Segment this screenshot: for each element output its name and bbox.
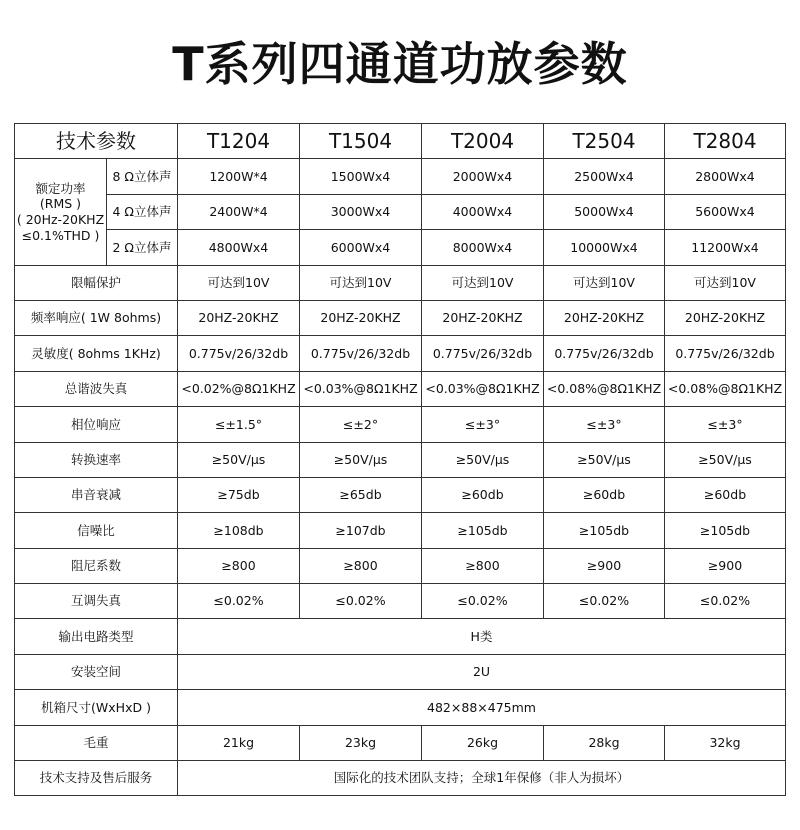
table-cell: 2000Wx4 xyxy=(422,159,544,194)
table-row xyxy=(15,336,786,371)
table-cell: 32kg xyxy=(665,725,786,760)
table-cell: <0.08%@8Ω1KHZ xyxy=(665,371,786,406)
table-cell: 0.775v/26/32db xyxy=(665,336,786,371)
table-cell: 20HZ-20KHZ xyxy=(544,300,665,335)
table-cell: ≤±3° xyxy=(422,407,544,442)
table-cell: 21kg xyxy=(178,725,300,760)
table-row xyxy=(15,584,786,619)
table-cell: ≥105db xyxy=(422,513,544,548)
table-row xyxy=(15,477,786,512)
row-label: 频率响应( 1W 8ohms) xyxy=(15,300,178,335)
table-cell: 可达到10V xyxy=(544,265,665,300)
table-cell: 8000Wx4 xyxy=(422,230,544,265)
table-cell: ≥60db xyxy=(665,477,786,512)
table-cell: 可达到10V xyxy=(300,265,422,300)
rated-power-label-line: ( 20Hz-20KHZ xyxy=(16,211,105,227)
table-cell: ≥900 xyxy=(665,548,786,583)
merged-cell: H类 xyxy=(178,619,786,654)
table-cell: 20HZ-20KHZ xyxy=(665,300,786,335)
support-cell: 国际化的技术团队支持；全球1年保修（非人为损坏） xyxy=(178,761,786,796)
table-cell: 0.775v/26/32db xyxy=(300,336,422,371)
table-cell: 可达到10V xyxy=(178,265,300,300)
table-cell: 4000Wx4 xyxy=(422,194,544,229)
merged-cell: 2U xyxy=(178,654,786,689)
rated-power-row xyxy=(15,194,786,229)
row-label: 串音衰减 xyxy=(15,477,178,512)
row-label: 总谐波失真 xyxy=(15,371,178,406)
table-cell: ≤0.02% xyxy=(422,584,544,619)
load-label: 4 Ω立体声 xyxy=(107,194,178,229)
header-corner-cell: 技术参数 xyxy=(15,124,178,159)
table-cell: ≥60db xyxy=(544,477,665,512)
model-header: T2504 xyxy=(544,124,665,159)
row-label: 阻尼系数 xyxy=(15,548,178,583)
table-cell: 0.775v/26/32db xyxy=(544,336,665,371)
model-header: T1504 xyxy=(300,124,422,159)
table-cell: ≤0.02% xyxy=(300,584,422,619)
table-cell: 2400W*4 xyxy=(178,194,300,229)
table-row xyxy=(15,513,786,548)
table-cell: ≥105db xyxy=(665,513,786,548)
rated-power-row xyxy=(15,159,786,194)
table-cell: ≥108db xyxy=(178,513,300,548)
load-label: 8 Ω立体声 xyxy=(107,159,178,194)
rated-power-label-line: ≤0.1%THD ) xyxy=(21,227,100,243)
model-header: T2804 xyxy=(665,124,786,159)
table-cell: 5000Wx4 xyxy=(544,194,665,229)
merged-row xyxy=(15,619,786,654)
model-header: T1204 xyxy=(178,124,300,159)
table-cell: ≤±1.5° xyxy=(178,407,300,442)
table-cell: ≥50V/μs xyxy=(300,442,422,477)
row-label: 信噪比 xyxy=(15,513,178,548)
table-cell: ≥107db xyxy=(300,513,422,548)
table-cell: ≥50V/μs xyxy=(665,442,786,477)
model-header: T2004 xyxy=(422,124,544,159)
table-cell: <0.03%@8Ω1KHZ xyxy=(422,371,544,406)
row-label: 毛重 xyxy=(15,725,178,760)
table-cell: 11200Wx4 xyxy=(665,230,786,265)
table-cell: ≥800 xyxy=(422,548,544,583)
row-label: 灵敏度( 8ohms 1KHz) xyxy=(15,336,178,371)
table-cell: 0.775v/26/32db xyxy=(178,336,300,371)
table-row xyxy=(15,407,786,442)
table-cell: 可达到10V xyxy=(422,265,544,300)
merged-row xyxy=(15,690,786,725)
table-cell: ≥900 xyxy=(544,548,665,583)
table-cell: ≤0.02% xyxy=(178,584,300,619)
rated-power-row xyxy=(15,230,786,265)
load-label: 2 Ω立体声 xyxy=(107,230,178,265)
table-cell: 3000Wx4 xyxy=(300,194,422,229)
row-label: 互调失真 xyxy=(15,584,178,619)
table-cell: 20HZ-20KHZ xyxy=(300,300,422,335)
table-row xyxy=(15,300,786,335)
header-row xyxy=(15,124,786,159)
table-row xyxy=(15,265,786,300)
table-cell: 20HZ-20KHZ xyxy=(422,300,544,335)
table-row xyxy=(15,442,786,477)
row-label: 转换速率 xyxy=(15,442,178,477)
table-cell: 2800Wx4 xyxy=(665,159,786,194)
table-cell: ≥50V/μs xyxy=(178,442,300,477)
table-cell: ≥60db xyxy=(422,477,544,512)
rated-power-label xyxy=(15,159,107,265)
table-cell: 2500Wx4 xyxy=(544,159,665,194)
table-cell: ≥75db xyxy=(178,477,300,512)
table-cell: ≤±2° xyxy=(300,407,422,442)
table-cell: <0.03%@8Ω1KHZ xyxy=(300,371,422,406)
table-row xyxy=(15,371,786,406)
row-label: 技术支持及售后服务 xyxy=(15,761,178,796)
table-row xyxy=(15,548,786,583)
page-title: T系列四通道功放参数 xyxy=(172,37,628,91)
table-cell: ≥65db xyxy=(300,477,422,512)
table-cell: 4800Wx4 xyxy=(178,230,300,265)
merged-cell: 482×88×475mm xyxy=(178,690,786,725)
table-cell: 1500Wx4 xyxy=(300,159,422,194)
table-cell: ≥105db xyxy=(544,513,665,548)
table-cell: ≤±3° xyxy=(665,407,786,442)
rated-power-label-line: 额定功率 xyxy=(35,180,86,196)
rated-power-label-line: (RMS ) xyxy=(39,196,82,212)
row-label: 相位响应 xyxy=(15,407,178,442)
row-label: 安装空间 xyxy=(15,654,178,689)
table-cell: <0.08%@8Ω1KHZ xyxy=(544,371,665,406)
table-cell: 5600Wx4 xyxy=(665,194,786,229)
table-cell: ≥800 xyxy=(300,548,422,583)
support-row xyxy=(15,761,786,796)
table-cell: 28kg xyxy=(544,725,665,760)
table-cell: <0.02%@8Ω1KHZ xyxy=(178,371,300,406)
row-label: 限幅保护 xyxy=(15,265,178,300)
table-cell: 10000Wx4 xyxy=(544,230,665,265)
table-cell: 26kg xyxy=(422,725,544,760)
table-cell: ≤0.02% xyxy=(665,584,786,619)
table-cell: 23kg xyxy=(300,725,422,760)
spec-table xyxy=(14,123,786,796)
table-cell: ≥50V/μs xyxy=(422,442,544,477)
table-cell: 可达到10V xyxy=(665,265,786,300)
table-cell: ≤±3° xyxy=(544,407,665,442)
table-cell: ≥50V/μs xyxy=(544,442,665,477)
table-cell: ≤0.02% xyxy=(544,584,665,619)
table-cell: 20HZ-20KHZ xyxy=(178,300,300,335)
table-cell: 0.775v/26/32db xyxy=(422,336,544,371)
row-label: 输出电路类型 xyxy=(15,619,178,654)
merged-row xyxy=(15,654,786,689)
weight-row xyxy=(15,725,786,760)
table-cell: 1200W*4 xyxy=(178,159,300,194)
table-cell: ≥800 xyxy=(178,548,300,583)
table-cell: 6000Wx4 xyxy=(300,230,422,265)
row-label: 机箱尺寸(WxHxD ) xyxy=(15,690,178,725)
